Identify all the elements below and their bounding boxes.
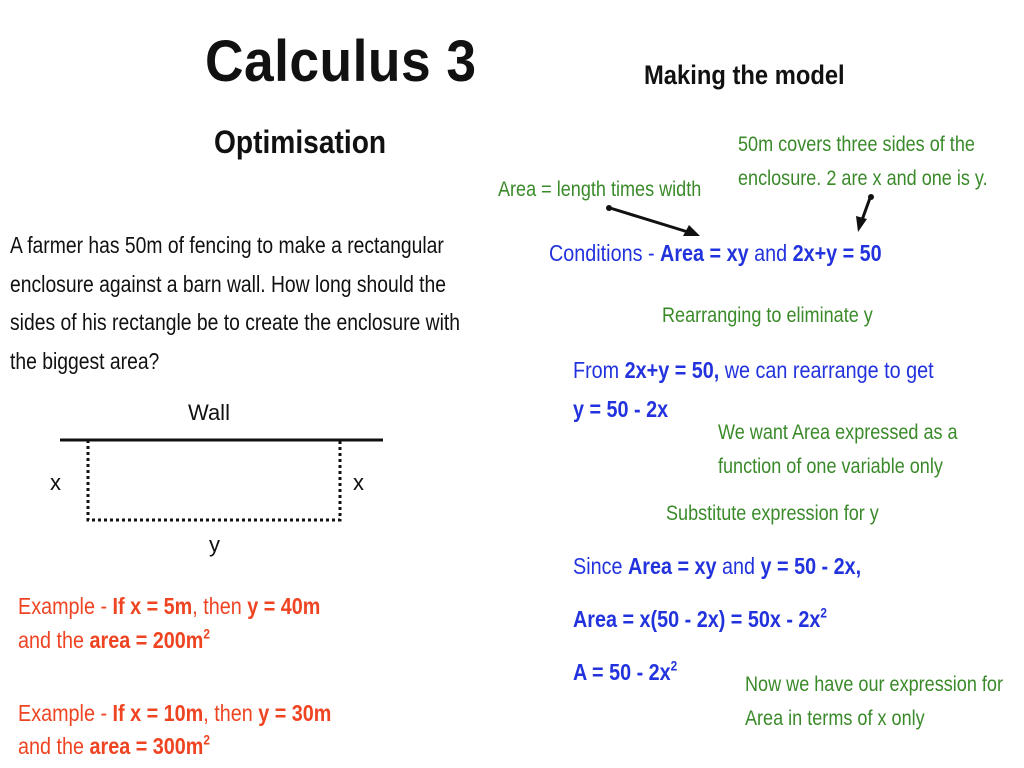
arrow-area-note [610, 208, 688, 232]
arrow-fence-note [862, 198, 870, 220]
rearrange-line: From 2x+y = 50, we can rearrange to get [573, 357, 934, 383]
subtitle: Optimisation [214, 124, 387, 160]
fence-dotted [88, 440, 340, 520]
bottom-y-label: y [209, 532, 220, 557]
section-heading: Making the model [644, 60, 845, 90]
area-expression: Area = $x(50 - 2x) = 50x - 2x^2$ [573, 605, 828, 632]
wall-label: Wall [188, 400, 230, 425]
substitute-note: Substitute expression for y [666, 502, 879, 525]
example-2-line-2: and the area = $300m^2$ [18, 732, 210, 759]
final-note: Now we have our expression for Area in terms of x only [745, 673, 1003, 730]
example-1-line-2: and the area = $200m^2$ [18, 626, 210, 653]
right-x-label: x [353, 470, 364, 495]
page-title: Calculus 3 [205, 29, 477, 94]
fence-note: 50m covers three sides of the enclosure. 2 are x and one is y. [738, 133, 988, 190]
rearrange-result: y = 50 - 2x [573, 396, 669, 422]
problem-statement: A farmer has 50m of fencing to make a rectangular enclosure against a barn wall. How long should the sides of his rectangle be to create the enclosure with the biggest area? [10, 232, 460, 374]
since-line: Since Area = xy and y = 50 - 2x, [573, 553, 862, 579]
arrow-head-fence [856, 216, 867, 232]
want-area-note: We want Area expressed as a function of one variable only [718, 421, 958, 478]
example-2-line-1: Example - If x = 10m, then y = 30m [18, 700, 332, 726]
example-1-line-1: Example - If x = 5m, then y = 40m [18, 593, 321, 619]
rearranging-note: Rearranging to eliminate y [662, 304, 873, 327]
a-expression: $A = 50 - 2x^2$ [573, 658, 678, 685]
left-x-label: x [50, 470, 61, 495]
conditions-line: Conditions - Area = xy and 2x+y = 50 [549, 240, 882, 266]
area-note: Area = length times width [498, 178, 702, 201]
